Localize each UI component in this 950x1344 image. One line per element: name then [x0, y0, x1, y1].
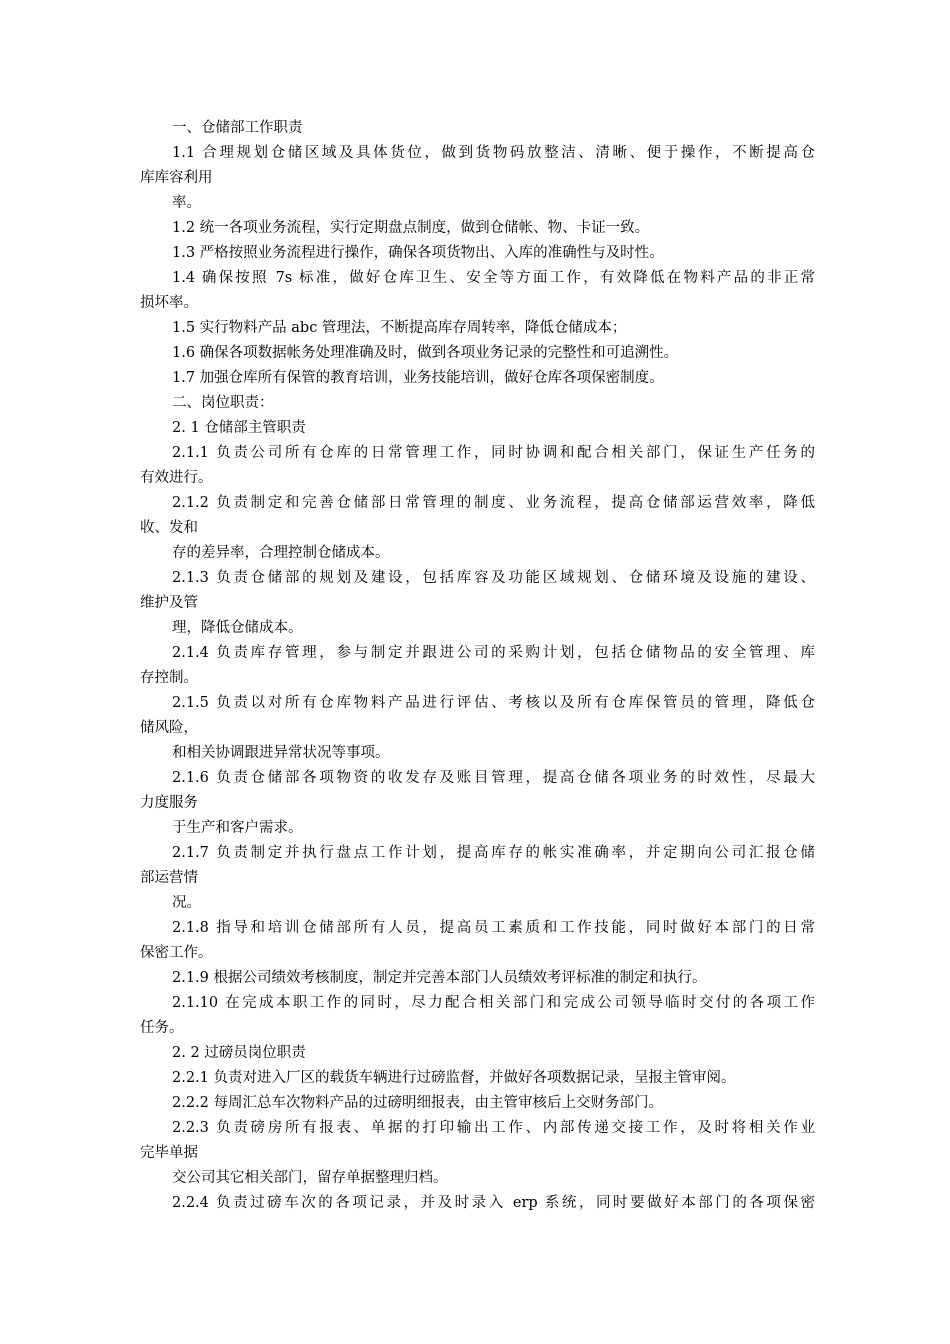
text-line: 损坏率。 [140, 295, 198, 311]
text-line: 于生产和客户需求。 [172, 820, 303, 836]
text-line: 一、仓储部工作职责 [172, 120, 303, 136]
text-line: 2.2.1 负责对进入厂区的载货车辆进行过磅监督，并做好各项数据记录，呈报主管审阅。 [172, 1070, 736, 1086]
text-line: 1.2 统一各项业务流程，实行定期盘点制度，做到仓储帐、物、卡证一致。 [172, 220, 650, 236]
text-line: 有效进行。 [140, 470, 213, 486]
text-line: 1.6 确保各项数据帐务处理准确及时，做到各项业务记录的完整性和可追溯性。 [172, 345, 679, 361]
text-line: 2.1.1 负责公司所有仓库的日常管理工作，同时协调和配合相关部门，保证生产任务的 [172, 445, 815, 461]
text-line: 2.2.3 负责磅房所有报表、单据的打印输出工作、内部传递交接工作，及时将相关作业 [172, 1120, 815, 1136]
text-line: 2.1.2 负责制定和完善仓储部日常管理的制度、业务流程，提高仓储部运营效率，降低 [172, 495, 815, 511]
text-line: 率。 [172, 195, 201, 211]
text-line: 2.1.5 负责以对所有仓库物料产品进行评估、考核以及所有仓库保管员的管理，降低仓 [172, 695, 815, 711]
text-line: 保密工作。 [140, 945, 213, 961]
text-line: 2.1.10 在完成本职工作的同时，尽力配合相关部门和完成公司领导临时交付的各项工作 [172, 995, 815, 1011]
text-line: 存控制。 [140, 670, 198, 686]
text-line: 2.1.4 负责库存管理，参与制定并跟进公司的采购计划，包括仓储物品的安全管理、库 [172, 645, 815, 661]
text-line: 完毕单据 [140, 1145, 198, 1161]
text-line: 任务。 [140, 1020, 184, 1036]
document-body [140, 116, 815, 1216]
text-line: 存的差异率，合理控制仓储成本。 [172, 545, 390, 561]
text-line: 理，降低仓储成本。 [172, 620, 303, 636]
text-line: 1.1 合理规划仓储区域及具体货位，做到货物码放整洁、清晰、便于操作，不断提高仓 [172, 145, 815, 161]
text-line: 2.2.2 每周汇总车次物料产品的过磅明细报表，由主管审核后上交财务部门。 [172, 1095, 664, 1111]
text-line: 2. 2 过磅员岗位职责 [172, 1045, 306, 1061]
text-line: 收、发和 [140, 520, 198, 536]
text-line: 二、岗位职责： [172, 395, 274, 411]
text-line: 库库容利用 [140, 170, 213, 186]
text-line: 和相关协调跟进异常状况等事项。 [172, 745, 390, 761]
text-line: 况。 [172, 895, 201, 911]
text-line: 2. 1 仓储部主管职责 [172, 420, 306, 436]
text-line: 1.5 实行物料产品 abc 管理法，不断提高库存周转率，降低仓储成本； [172, 320, 627, 336]
text-line: 2.1.9 根据公司绩效考核制度，制定并完善本部门人员绩效考评标准的制定和执行。 [172, 970, 707, 986]
text-line: 交公司其它相关部门，留存单据整理归档。 [172, 1170, 448, 1186]
text-line: 储风险， [140, 720, 198, 736]
text-line: 维护及管 [140, 595, 198, 611]
text-line: 1.3 严格按照业务流程进行操作，确保各项货物出、入库的准确性与及时性。 [172, 245, 664, 261]
text-line: 2.1.7 负责制定并执行盘点工作计划，提高库存的帐实准确率，并定期向公司汇报仓储 [172, 845, 815, 861]
text-line: 部运营情 [140, 870, 198, 886]
text-line: 1.7 加强仓库所有保管的教育培训，业务技能培训，做好仓库各项保密制度。 [172, 370, 664, 386]
text-line: 2.1.3 负责仓储部的规划及建设，包括库容及功能区域规划、仓储环境及设施的建设、 [172, 570, 815, 586]
text-line: 2.1.6 负责仓储部各项物资的收发存及账目管理，提高仓储各项业务的时效性，尽最大 [172, 770, 815, 786]
text-line: 2.1.8 指导和培训仓储部所有人员，提高员工素质和工作技能，同时做好本部门的日常 [172, 920, 815, 936]
text-line: 1.4 确保按照 7s 标准，做好仓库卫生、安全等方面工作，有效降低在物料产品的非正常 [172, 270, 815, 286]
text-line: 2.2.4 负责过磅车次的各项记录，并及时录入 erp 系统，同时要做好本部门的各项保密 [172, 1195, 815, 1211]
text-line: 力度服务 [140, 795, 198, 811]
